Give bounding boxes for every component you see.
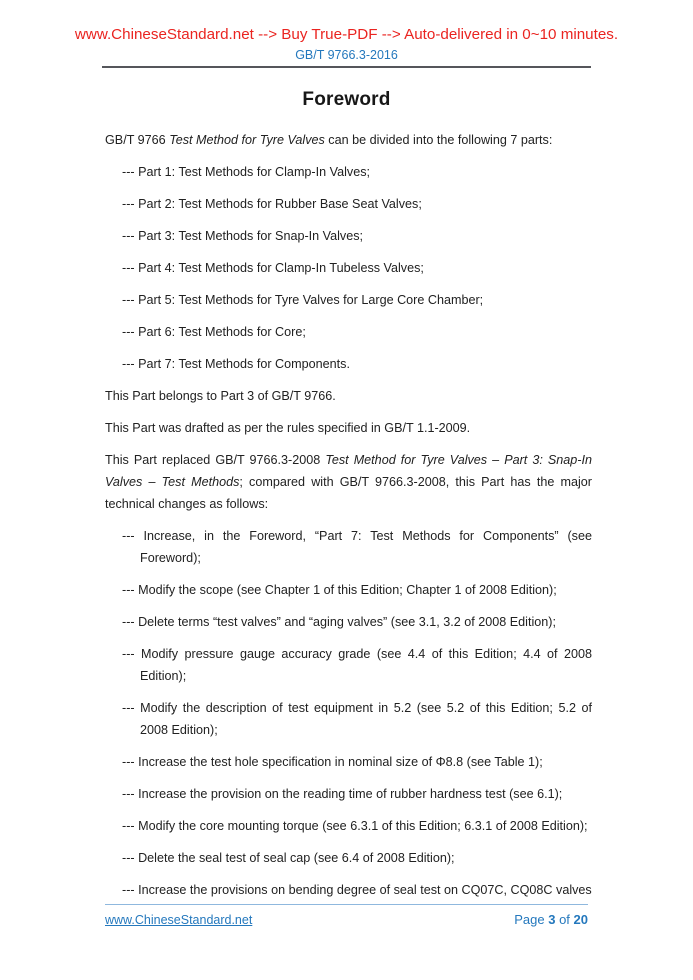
paragraph: This Part was drafted as per the rules specified in GB/T 1.1-2009. (105, 421, 471, 435)
list-item: --- Increase the test hole specification in nominal size of Φ8.8 (see Table 1); (122, 755, 543, 769)
list-item: --- Delete the seal test of seal cap (see 6.4 of 2008 Edition); (122, 851, 455, 865)
list-item: --- Increase the provisions on bending degree of seal test on CQ07C, CQ08C valves (122, 883, 592, 897)
list-item: --- Part 3: Test Methods for Snap-In Valves; (122, 229, 364, 243)
list-item: --- Part 2: Test Methods for Rubber Base Seat Valves; (122, 197, 422, 211)
page-word: Page (514, 912, 549, 927)
page-title: Foreword (302, 89, 391, 110)
footer-site-link[interactable]: www.ChineseStandard.net (105, 913, 253, 927)
footer-row (105, 912, 588, 927)
page-footer (105, 904, 588, 927)
paragraph: GB/T 9766 Test Method for Tyre Valves can be divided into the following 7 parts: (105, 133, 553, 147)
paragraph: This Part replaced GB/T 9766.3-2008 Test Method for Tyre Valves – Part 3: Snap-In Valves – Test Methods; compared with GB/T 9766.3-2008, this Part has the major technical changes as follows: (105, 453, 592, 511)
list-item: --- Part 4: Test Methods for Clamp-In Tubeless Valves; (122, 261, 424, 275)
list-item: --- Increase the provision on the reading time of rubber hardness test (see 6.1); (122, 787, 563, 801)
document-code: GB/T 9766.3-2016 (295, 48, 398, 62)
page-number: 3 (548, 912, 556, 927)
promo-banner: www.ChineseStandard.net --> Buy True-PDF --> Auto-delivered in 0~10 minutes. (74, 26, 619, 43)
list-item: --- Modify the core mounting torque (see 6.3.1 of this Edition; 6.3.1 of 2008 Edition); (122, 819, 588, 833)
list-item: --- Part 5: Test Methods for Tyre Valves for Large Core Chamber; (122, 293, 484, 307)
list-item: --- Part 6: Test Methods for Core; (122, 325, 306, 339)
list-item: --- Modify the description of test equipment in 5.2 (see 5.2 of this Edition; 5.2 of 2008 Edition); (122, 701, 592, 737)
list-item: --- Part 7: Test Methods for Components. (122, 357, 350, 371)
footer-rule (105, 904, 588, 905)
list-item: --- Delete terms “test valves” and “aging valves” (see 3.1, 3.2 of 2008 Edition); (122, 615, 556, 629)
list-item: --- Modify pressure gauge accuracy grade (see 4.4 of this Edition; 4.4 of 2008 Edition); (122, 647, 592, 683)
paragraph: This Part belongs to Part 3 of GB/T 9766. (105, 389, 336, 403)
list-item: --- Part 1: Test Methods for Clamp-In Valves; (122, 165, 370, 179)
of-word: of (555, 912, 574, 927)
total-pages: 20 (573, 912, 588, 927)
page-indicator (514, 912, 588, 927)
header-rule (102, 66, 591, 68)
list-item: --- Increase, in the Foreword, “Part 7: Test Methods for Components” (see Foreword); (122, 529, 592, 565)
list-item: --- Modify the scope (see Chapter 1 of this Edition; Chapter 1 of 2008 Edition); (122, 583, 557, 597)
document-body (105, 129, 592, 911)
